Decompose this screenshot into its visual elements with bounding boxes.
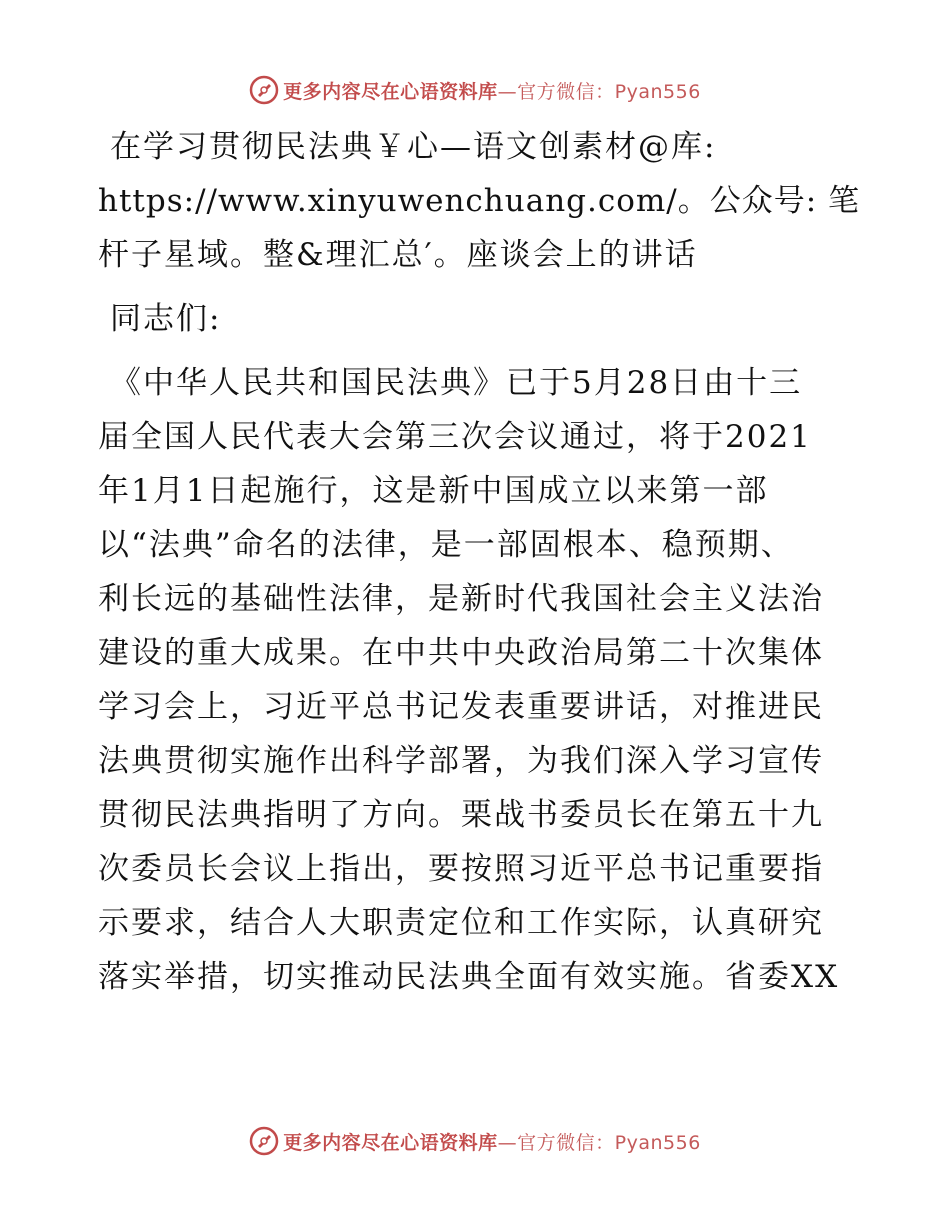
body-line-8: 法典贯彻实施作出科学部署，为我们深入学习宣传 (98, 743, 824, 779)
body-line-5: 利长远的基础性法律，是新时代我国社会主义法治 (98, 581, 824, 617)
header-banner-text (283, 77, 701, 104)
header-dash: — (497, 80, 518, 103)
body-line-4: 以“法典”命名的法律，是一部固根本、稳预期、 (98, 527, 794, 563)
footer-wechat-text: 官方微信：Pyan556 (517, 1131, 701, 1154)
header-brand-text: 更多内容尽在心语资料库 (283, 80, 498, 103)
body-line-1: 《中华人民共和国民法典》已于5月28日由十三 (110, 365, 803, 401)
footer-dash: — (497, 1131, 518, 1154)
body-line-7: 学习会上，习近平总书记发表重要讲话，对推进民 (98, 689, 824, 725)
body-line-10: 次委员长会议上指出，要按照习近平总书记重要指 (98, 851, 824, 887)
footer-banner (0, 1121, 950, 1161)
footer-brand-text: 更多内容尽在心语资料库 (283, 1131, 498, 1154)
salutation: 同志们: (110, 301, 222, 337)
header-banner (0, 70, 950, 110)
footer-banner-text (283, 1128, 701, 1155)
brand-logo-icon (249, 75, 279, 105)
body-line-6: 建设的重大成果。在中共中央政治局第二十次集体 (98, 635, 824, 671)
document-body (98, 120, 868, 1004)
body-line-11: 示要求，结合人大职责定位和工作实际，认真研究 (98, 905, 824, 941)
body-line-12: 落实举措，切实推动民法典全面有效实施。省委XX (98, 959, 840, 995)
body-line-9: 贯彻民法典指明了方向。栗战书委员长在第五十九 (98, 797, 824, 833)
title-line-3: 杆子星域。整&理汇总′。座谈会上的讲话 (98, 237, 698, 273)
title-line-2: https://www.xinyuwenchuang.com/。公众号: 笔 (98, 183, 861, 219)
title-line-1: 在学习贯彻民法典￥心—语文创素材@库: (110, 129, 717, 165)
header-wechat-text: 官方微信：Pyan556 (517, 80, 701, 103)
body-line-3: 年1月1日起施行，这是新中国成立以来第一部 (98, 473, 769, 509)
brand-logo-icon (249, 1126, 279, 1156)
body-line-2: 届全国人民代表大会第三次会议通过，将于2021 (98, 419, 812, 455)
